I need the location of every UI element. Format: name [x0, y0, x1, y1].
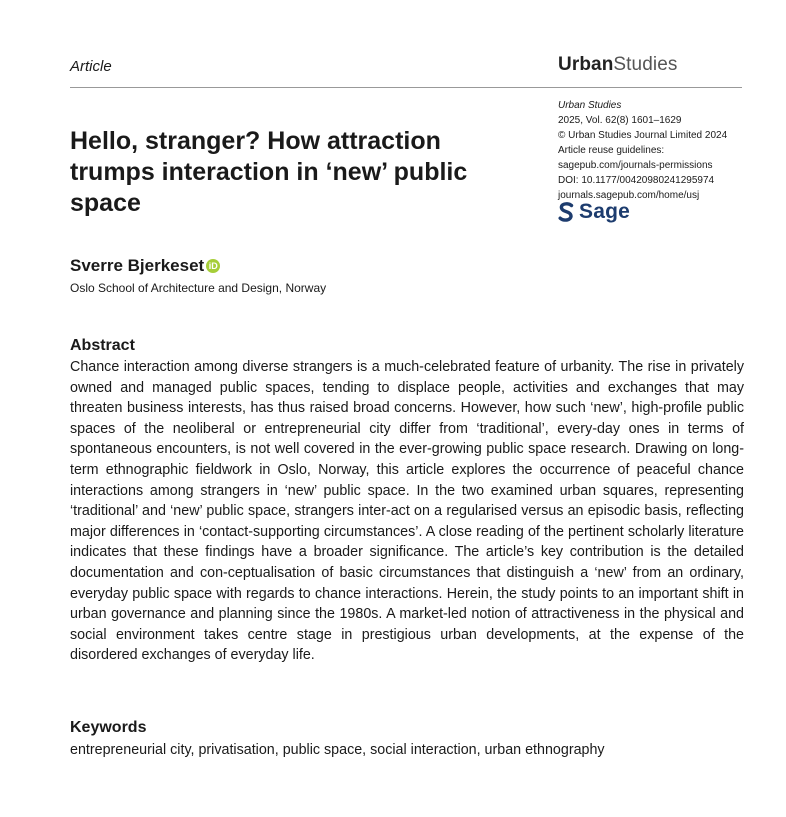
- meta-reuse-label: Article reuse guidelines:: [558, 145, 665, 156]
- orcid-icon[interactable]: iD: [206, 259, 220, 273]
- author-affiliation: Oslo School of Architecture and Design, Norway: [70, 281, 327, 295]
- keywords-text: entrepreneurial city, privatisation, public space, social interaction, urban ethnography: [70, 742, 605, 758]
- meta-volume: 2025, Vol. 62(8) 1601–1629: [558, 115, 682, 126]
- meta-reuse-link[interactable]: sagepub.com/journals-permissions: [558, 160, 713, 171]
- journal-logo: [558, 54, 677, 76]
- meta-doi[interactable]: DOI: 10.1177/00420980241295974: [558, 175, 715, 186]
- meta-copyright: © Urban Studies Journal Limited 2024: [558, 130, 728, 141]
- journal-logo-light: Studies: [613, 54, 678, 75]
- abstract-text: Chance interaction among diverse strangers is a much-celebrated feature of urbanity. The rise in privately owned and managed public spaces, tending to displace people, activities and exchanges that may threaten business interests, has thus raised broad concerns. However, how such ‘new’, high-profile public spaces of the neoliberal or entrepreneurial city differ from ‘traditional’, every-day ones in terms of spontaneous encounters, is not well covered in the ever-growing public space research. Drawing on long-term ethnographic fieldwork in Oslo, Norway, this article explores the occurrence of peaceful chance interactions among strangers in ‘new’ public space. In the two examined urban squares, representing ‘traditional’ and ‘new’ public space, strangers inter-act on a regularised versus an episodic basis, reflecting major differences in ‘contact-supporting circumstances’. A close reading of the pertinent scholarly literature indicates that these findings have a broader significance. The article’s key contribution is the detailed documentation and con-ceptualisation of basic circumstances that distinguish a ‘new’ from an ordinary, everyday public space with regards to chance interactions. Herein, the study points to an important shift in urban governance and planning since the 1980s. A market-led notion of attractiveness in the physical and social environment takes centre stage in prestigious urban developments, at the expense of the disordered exchanges of everyday life.: [70, 359, 744, 664]
- author-line: [70, 256, 220, 276]
- article-type-label: Article: [70, 58, 112, 75]
- publication-meta: [558, 98, 748, 203]
- abstract-heading: Abstract: [70, 337, 135, 354]
- article-title: Hello, stranger? How attraction trumps interaction in ‘new’ public space: [70, 127, 468, 217]
- meta-journal-link[interactable]: journals.sagepub.com/home/usj: [558, 190, 700, 201]
- publisher-logo: [557, 200, 630, 224]
- header-divider: [70, 87, 742, 88]
- author-name[interactable]: Sverre Bjerkeset: [70, 256, 205, 275]
- meta-journal: Urban Studies: [558, 100, 622, 111]
- journal-logo-bold: Urban: [558, 54, 614, 75]
- sage-wordmark: Sage: [579, 200, 630, 223]
- sage-logo-icon: [557, 201, 575, 223]
- keywords-heading: Keywords: [70, 719, 147, 736]
